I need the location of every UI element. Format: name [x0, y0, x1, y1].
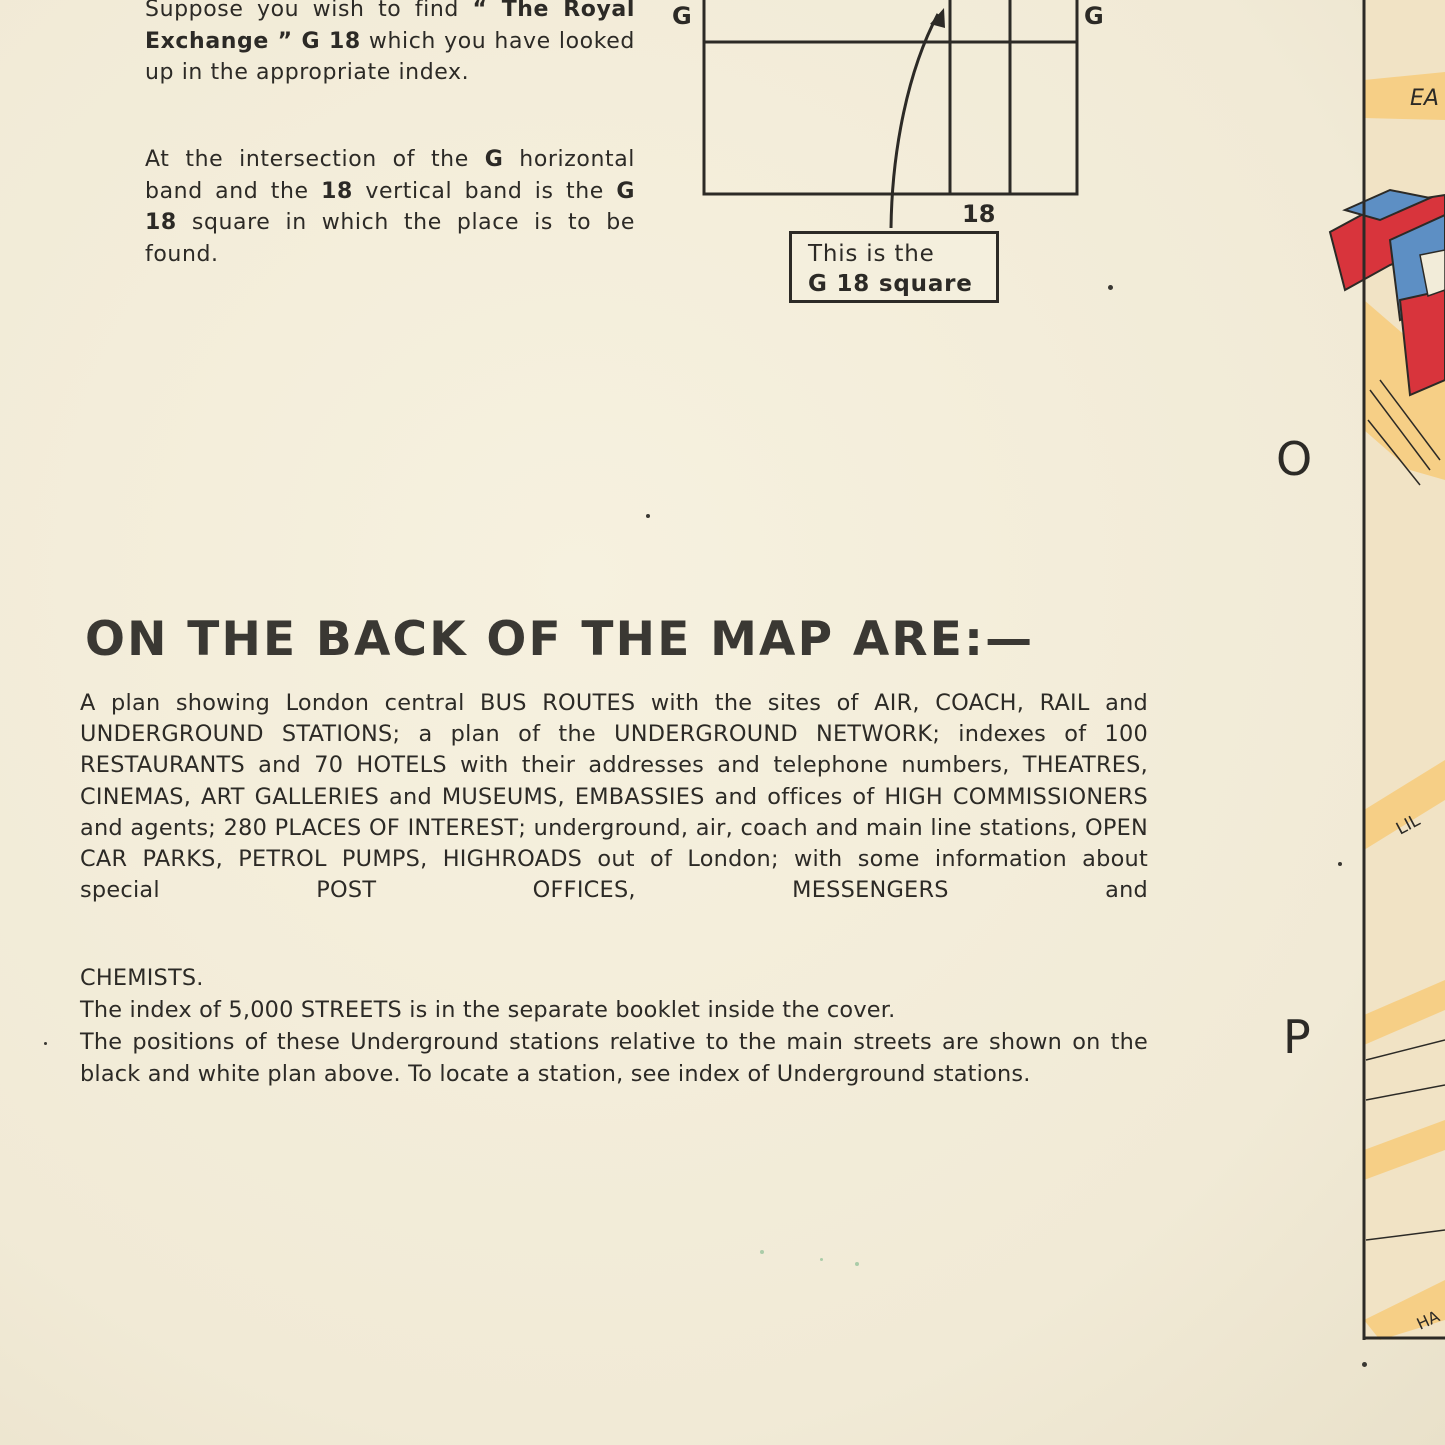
instruction-text: At the intersection of the — [145, 147, 485, 172]
grid-letter-p: P — [1283, 1010, 1311, 1064]
ink-speck — [1108, 285, 1113, 290]
row-reference: G — [484, 147, 504, 172]
example-place-name: “ The Royal Exchange ” G 18 — [145, 0, 636, 54]
callout-line-1: This is the — [808, 241, 935, 267]
callout-arrow-line — [891, 14, 938, 228]
instruction-paragraph-1 — [145, 0, 635, 89]
instruction-text: horizontal band and the — [145, 147, 636, 204]
street-index-note: The index of 5,000 STREETS is in the separate booklet inside the cover. — [80, 997, 896, 1023]
chemists-line: CHEMISTS. — [80, 965, 204, 991]
instruction-text: which you have looked up in the appropriate index. — [145, 28, 635, 85]
green-speck — [855, 1262, 859, 1266]
street-fragment-mid: LIL — [1392, 810, 1424, 840]
green-speck — [820, 1258, 823, 1261]
green-speck — [760, 1250, 764, 1254]
callout-box — [789, 231, 999, 303]
instruction-text: vertical band is the — [352, 178, 617, 204]
ink-speck — [1362, 1362, 1367, 1367]
callout-line-2: G 18 square — [808, 271, 973, 297]
row-label-left: G — [672, 2, 692, 30]
column-reference: 18 — [321, 178, 353, 204]
back-of-map-heading: ON THE BACK OF THE MAP ARE:— — [85, 612, 1035, 667]
ink-speck — [646, 514, 650, 518]
instruction-text: square in which the place is to be found. — [145, 210, 635, 267]
instruction-text: Suppose you wish to find — [145, 0, 473, 22]
square-reference: G 18 — [145, 178, 635, 235]
instruction-paragraph-2 — [145, 144, 635, 270]
street-fragment-top: EA — [1410, 86, 1439, 111]
row-label-right: G — [1084, 2, 1104, 30]
diagram-frame — [704, 0, 1077, 194]
contents-paragraph: A plan showing London central BUS ROUTES with the sites of AIR, COACH, RAIL and UNDERGROUND STATIONS; a plan of the UNDERGROUND NETWORK; indexes of 100 RESTAURANTS and 70 HOTELS with their addresses and telephone numbers, THEATRES, CINEMAS, ART GALLERIES and MUSEUMS, EMBASSIES and offices of HIGH COMMISSIONERS and agents; 280 PLACES OF INTEREST; underground, air, coach and main line stations, OPEN CAR PARKS, PETROL PUMPS, HIGHROADS out of London; with some information about special POST OFFICES, MESSENGERS and — [80, 690, 1148, 904]
street-fragment-bottom: HA — [1413, 1306, 1443, 1334]
column-label: 18 — [962, 200, 996, 228]
ink-speck — [44, 1042, 47, 1045]
ink-speck — [1338, 862, 1342, 866]
map-edge — [1270, 0, 1445, 1445]
underground-stations-note: The positions of these Underground stations relative to the main streets are shown on the black and white plan above. To locate a station, see index of Underground stations. — [80, 1029, 1148, 1087]
grid-reference-diagram — [660, 0, 1120, 240]
grid-letter-o: O — [1276, 432, 1313, 486]
